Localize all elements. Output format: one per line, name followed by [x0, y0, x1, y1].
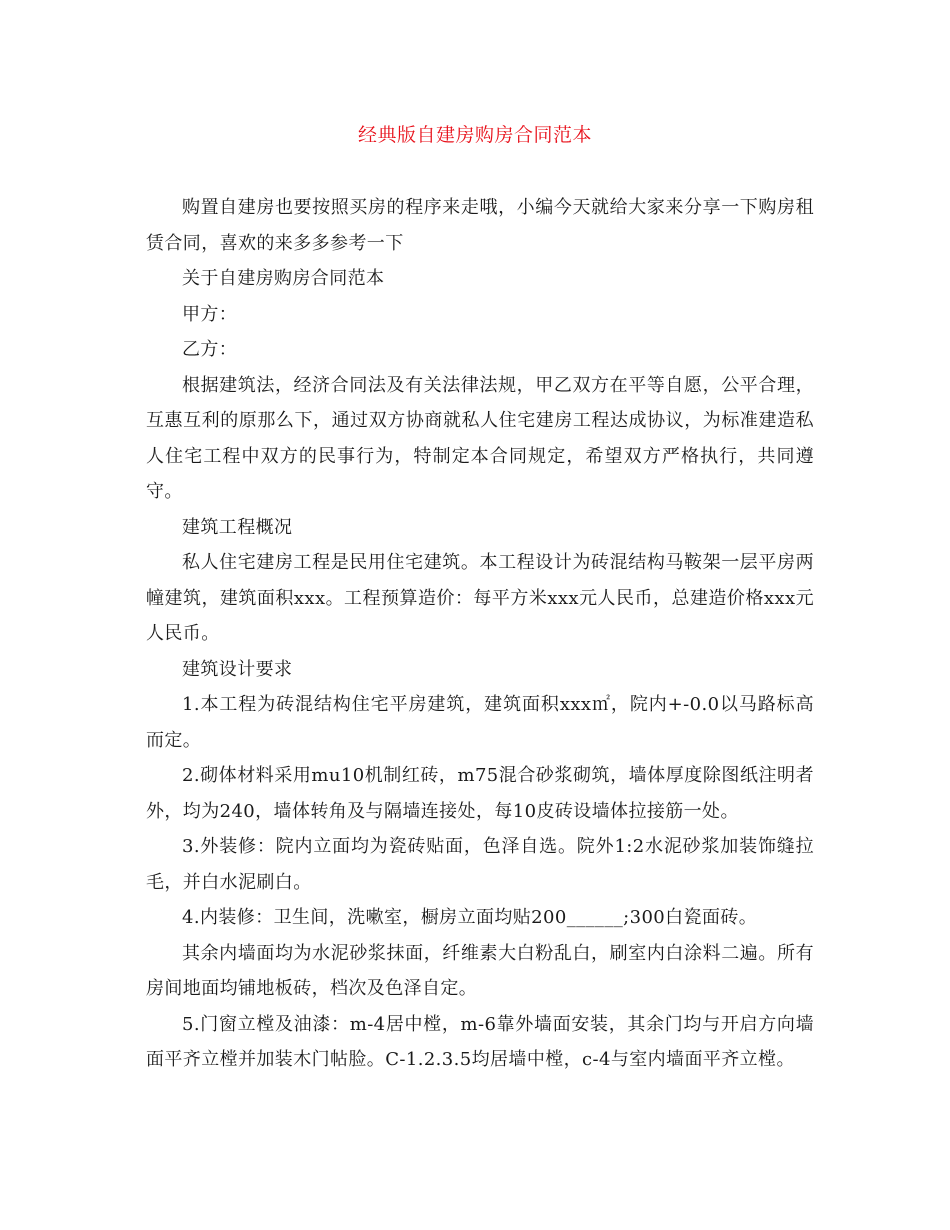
section-heading: 建筑设计要求 — [182, 658, 293, 680]
clause-paragraph: 2.砌体材料采用mu10机制红砖，m75混合砂浆砌筑，墙体厚度除图纸注明者外，均为240，墙体转角及与隔墙连接处，每10皮砖设墙体拉接筋一处。 — [146, 765, 814, 822]
clause-paragraph: 其余内墙面均为水泥砂浆抹面，纤维素大白粉乱白，刷室内白涂料二遍。所有房间地面均铺地板砖，档次及色泽自定。 — [146, 942, 814, 999]
project-overview-paragraph: 私人住宅建房工程是民用住宅建筑。本工程设计为砖混结构马鞍架一层平房两幢建筑，建筑面积xxx。工程预算造价：每平方米xxx元人民币，总建造价格xxx元人民币。 — [146, 552, 814, 644]
clause-paragraph: 4.内装修：卫生间，洗嗽室，橱房立面均贴200______;300白瓷面砖。 — [182, 907, 758, 928]
party-a-line: 甲方： — [182, 303, 238, 325]
intro-paragraph: 购置自建房也要按照买房的程序来走哦，小编今天就给大家来分享一下购房租赁合同，喜欢的来多多参考一下 — [146, 197, 814, 254]
party-b-line: 乙方： — [182, 339, 238, 360]
preamble-paragraph: 根据建筑法，经济合同法及有关法律法规，甲乙双方在平等自愿，公平合理，互惠互利的原那么下，通过双方协商就私人住宅建房工程达成协议，为标准建造私人住宅工程中双方的民事行为，特制定本合同规定，希望双方严格执行，共同遵守。 — [146, 374, 814, 502]
clause-paragraph: 3.外装修：院内立面均为瓷砖贴面，色泽自选。院外1:2水泥砂浆加装饰缝拉毛，并白水泥刷白。 — [146, 836, 814, 893]
clause-paragraph: 5.门窗立樘及油漆：m-4居中樘，m-6靠外墙面安装，其余门均与开启方向墙面平齐立樘并加装木门帖脸。C-1.2.3.5均居墙中樘，c-4与室内墙面平齐立樘。 — [146, 1013, 814, 1070]
document-title: 经典版自建房购房合同范本 — [357, 124, 592, 146]
clause-paragraph: 1.本工程为砖混结构住宅平房建筑，建筑面积xxx㎡，院内+-0.0以马路标高而定。 — [146, 694, 814, 751]
section-heading: 建筑工程概况 — [182, 516, 293, 538]
section-heading: 关于自建房购房合同范本 — [182, 268, 385, 289]
document-body — [146, 190, 814, 1078]
